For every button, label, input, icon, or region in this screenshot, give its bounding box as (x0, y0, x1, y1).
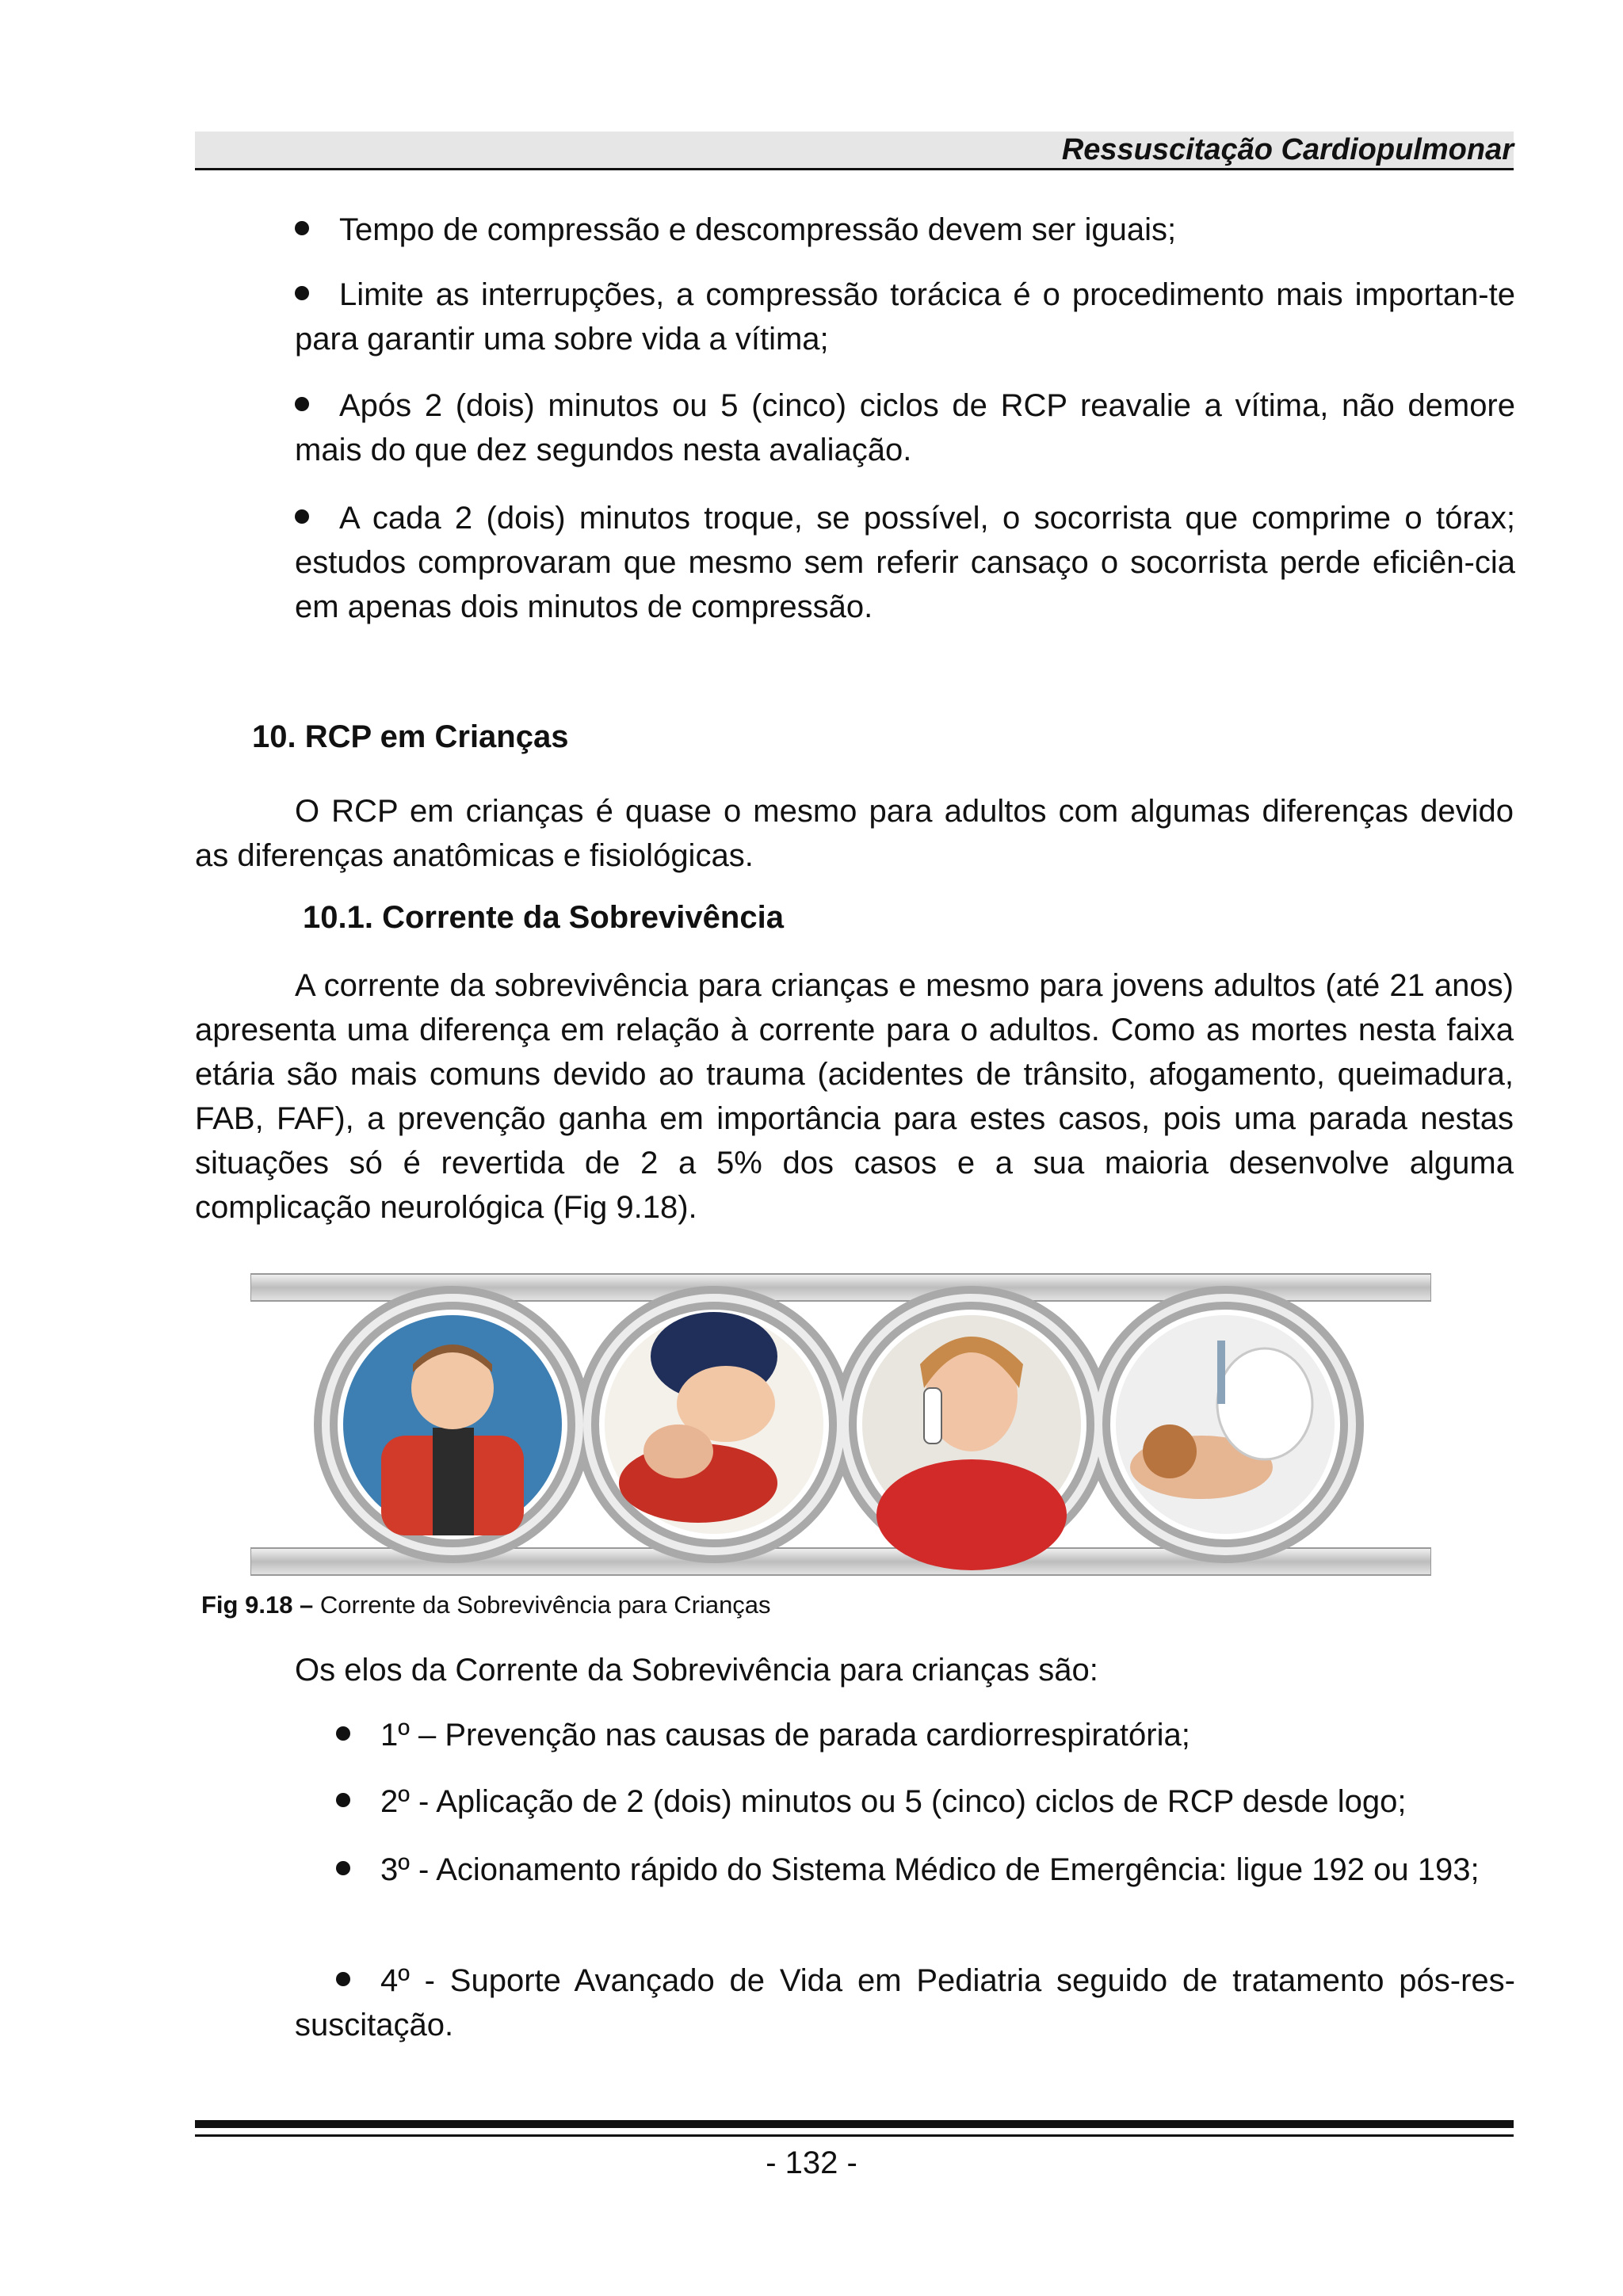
list-item-text: 1º – Prevenção nas causas de parada cardiorrespiratória; (380, 1718, 1190, 1753)
bullet-icon (336, 1726, 350, 1741)
bullet-icon (295, 397, 309, 411)
running-header: Ressuscitação Cardiopulmonar (1061, 133, 1514, 166)
child-car-seat-illustration (343, 1315, 562, 1535)
links-intro: Os elos da Corrente da Sobrevivência para crianças são: (295, 1653, 1098, 1688)
list-item (295, 1779, 1515, 1824)
section-heading: 10. RCP em Crianças (252, 719, 569, 754)
page-number: - 132 - (766, 2145, 857, 2180)
advanced-care-illustration (1116, 1315, 1335, 1534)
subsection-heading: 10.1. Corrente da Sobrevivência (303, 900, 784, 935)
list-item-text: 2º - Aplicação de 2 (dois) minutos ou 5 (cinco) ciclos de RCP desde logo; (380, 1784, 1407, 1819)
bullet-icon (295, 286, 309, 300)
footer-rule-thin (195, 2134, 1514, 2137)
chain-of-survival-figure (250, 1269, 1431, 1578)
list-item-text: 4º - Suporte Avançado de Vida em Pediatria seguido de tratamento pós-res-suscitação. (295, 1963, 1515, 2042)
footer-rule-thick (195, 2120, 1514, 2128)
list-item-text: 3º - Acionamento rápido do Sistema Médico de Emergência: ligue 192 ou 193; (380, 1852, 1480, 1887)
list-item (295, 383, 1515, 472)
section-intro: O RCP em crianças é quase o mesmo para adultos com algumas diferenças devido as diferenças anatômicas e fisiológicas. (195, 794, 1514, 873)
header-rule (195, 168, 1514, 170)
bullet-icon (295, 221, 309, 235)
list-item (295, 1958, 1515, 2047)
bullet-icon (336, 1972, 350, 1986)
list-item-text: Limite as interrupções, a compressão torácica é o procedimento mais importan-te para garantir uma sobre vida a vítima; (295, 277, 1515, 357)
list-item-text: Após 2 (dois) minutos ou 5 (cinco) ciclos de RCP reavalie a vítima, não demore mais do que dez segundos nesta avaliação. (295, 388, 1515, 467)
list-item (295, 1713, 1515, 1757)
bullet-icon (336, 1793, 350, 1807)
figure-caption-text: Corrente da Sobrevivência para Crianças (319, 1591, 771, 1619)
rescue-breathing-illustration (605, 1312, 823, 1534)
list-item-text: Tempo de compressão e descompressão devem ser iguais; (339, 212, 1177, 247)
figure-caption-label: Fig 9.18 – (201, 1591, 314, 1619)
list-item-text: A cada 2 (dois) minutos troque, se possível, o socorrista que comprime o tórax; estudos comprovaram que mesmo sem referir cansaço o socorrista perde eficiên-cia em apenas dois minutos de compressão. (295, 501, 1515, 624)
list-item (295, 208, 1515, 252)
list-item (295, 273, 1515, 361)
section-paragraph: A corrente da sobrevivência para crianças e mesmo para jovens adultos (até 21 anos) apresenta uma diferença em relação à corrente para o adultos. Como as mortes nesta faixa etária são mais comuns devido ao trauma (acidentes de trânsito, afogamento, queimadura, FAB, FAF), a prevenção ganha em importância para estes casos, pois uma parada nestas situações só é revertida de 2 a 5% dos casos e a sua maioria desenvolve alguma complicação neurológica (Fig 9.18). (195, 968, 1514, 1225)
list-item (295, 1848, 1515, 1892)
list-item (295, 496, 1515, 629)
bullet-icon (295, 509, 309, 524)
phone-call-illustration (862, 1315, 1081, 1570)
figure-caption (201, 1591, 771, 1619)
bullet-icon (336, 1861, 350, 1875)
